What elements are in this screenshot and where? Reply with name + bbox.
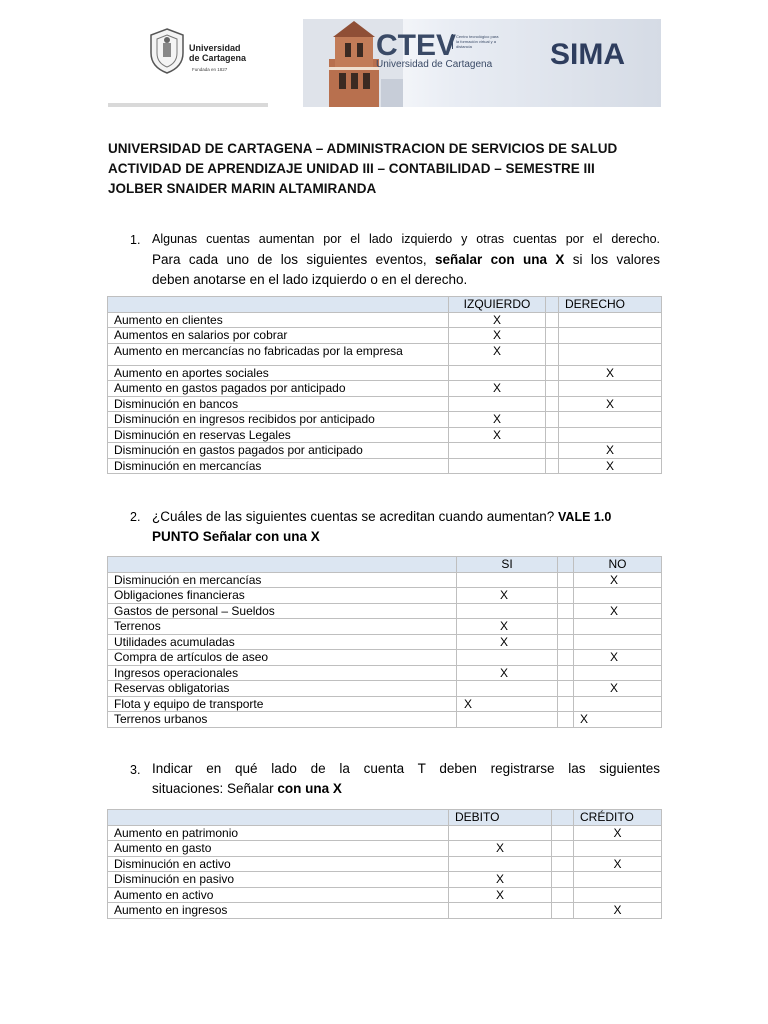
column-header-no: NO — [574, 557, 662, 573]
question-1-line-2-end: si los valores — [564, 252, 660, 267]
left-mark-cell[interactable] — [449, 443, 546, 459]
no-left-mark: X — [580, 712, 589, 726]
table-row — [108, 856, 662, 872]
heading-line-3: JOLBER SNAIDER MARIN ALTAMIRANDA — [108, 181, 377, 196]
debit-mark-cell[interactable] — [449, 903, 552, 919]
table-row — [108, 343, 662, 365]
row-label: Aumento en aportes sociales — [108, 365, 449, 381]
row-label: Disminución en bancos — [108, 396, 449, 412]
spacer-cell — [546, 412, 559, 428]
credit-mark-cell[interactable]: X — [574, 856, 662, 872]
spacer-cell — [558, 681, 574, 697]
table-row — [108, 665, 662, 681]
credit-mark-cell[interactable] — [574, 887, 662, 903]
table-header-empty — [108, 810, 449, 826]
row-label: Gastos de personal – Sueldos — [108, 603, 457, 619]
sima-logo: SIMA — [550, 38, 625, 71]
right-mark-cell[interactable]: X — [559, 458, 662, 474]
no-mark-cell[interactable] — [574, 588, 662, 604]
debit-mark-cell[interactable]: X — [449, 841, 552, 857]
spacer-cell — [552, 856, 574, 872]
row-label: Aumento en clientes — [108, 312, 449, 328]
spacer-cell — [558, 665, 574, 681]
table-row — [108, 381, 662, 397]
debit-mark-cell[interactable] — [449, 825, 552, 841]
table-header-spacer — [558, 557, 574, 573]
university-founded: Fundada en 1827 — [192, 67, 228, 72]
row-label: Disminución en mercancías — [108, 458, 449, 474]
spacer-cell — [558, 696, 574, 712]
spacer-cell — [552, 841, 574, 857]
table-header-row — [108, 810, 662, 826]
no-mark-cell[interactable] — [574, 650, 662, 666]
table-row — [108, 412, 662, 428]
question-3-table — [107, 809, 662, 919]
question-2-text: ¿Cuáles de las siguientes cuentas se acreditan cuando aumentan? — [152, 509, 559, 524]
si-mark: X — [500, 634, 509, 649]
table-row — [108, 825, 662, 841]
column-header-credito: CRÉDITO — [574, 810, 662, 826]
left-mark-cell[interactable] — [449, 458, 546, 474]
row-label: Aumento en gastos pagados por anticipado — [108, 381, 449, 397]
debit-mark-cell[interactable]: X — [449, 872, 552, 888]
question-3-text: situaciones: Señalar — [152, 781, 278, 796]
row-label: Disminución en activo — [108, 856, 449, 872]
right-mark-cell[interactable] — [559, 381, 662, 397]
ctev-subtitle: Universidad de Cartagena — [376, 59, 493, 70]
no-mark: X — [610, 650, 619, 664]
credit-mark-cell[interactable] — [574, 872, 662, 888]
row-label: Utilidades acumuladas — [108, 634, 457, 650]
table-row — [108, 887, 662, 903]
spacer-cell — [546, 328, 559, 344]
right-mark-cell[interactable] — [559, 427, 662, 443]
left-mark-cell[interactable]: X — [449, 312, 546, 328]
table-row — [108, 619, 662, 635]
ctev-logo: CTEV — [376, 29, 457, 62]
si-mark-cell[interactable] — [457, 588, 558, 604]
si-mark-cell[interactable] — [457, 572, 558, 588]
spacer-cell — [558, 603, 574, 619]
row-label: Disminución en reservas Legales — [108, 427, 449, 443]
no-mark-cell[interactable] — [574, 634, 662, 650]
question-1-instruction: señalar con una X — [434, 252, 565, 267]
spacer-cell — [546, 381, 559, 397]
si-mark-cell[interactable] — [457, 634, 558, 650]
right-mark-cell[interactable] — [559, 412, 662, 428]
debit-mark-cell[interactable]: X — [449, 887, 552, 903]
row-label: Compra de artículos de aseo — [108, 650, 457, 666]
left-mark-cell[interactable]: X — [449, 381, 546, 397]
left-mark-cell[interactable]: X — [449, 412, 546, 428]
no-mark: X — [610, 603, 619, 618]
question-3-instruction: con una X — [277, 781, 342, 796]
spacer-cell — [552, 872, 574, 888]
left-mark-cell[interactable] — [449, 365, 546, 381]
si-mark-cell[interactable] — [457, 603, 558, 619]
spacer-cell — [558, 588, 574, 604]
si-mark: X — [500, 619, 509, 633]
table-row — [108, 603, 662, 619]
spacer-cell — [546, 396, 559, 412]
spacer-cell — [558, 650, 574, 666]
table-row — [108, 443, 662, 459]
question-1-table — [107, 296, 662, 474]
right-mark-cell[interactable]: X — [559, 365, 662, 381]
column-header-debito: DEBITO — [449, 810, 552, 826]
spacer-cell — [558, 712, 574, 728]
column-header-si: SI — [457, 557, 558, 573]
spacer-cell — [552, 887, 574, 903]
no-mark-cell[interactable] — [574, 603, 662, 619]
si-mark-cell[interactable] — [457, 712, 558, 728]
debit-mark-cell[interactable] — [449, 856, 552, 872]
row-label: Aumento en patrimonio — [108, 825, 449, 841]
spacer-cell — [552, 903, 574, 919]
right-mark-cell[interactable]: X — [559, 443, 662, 459]
spacer-cell — [546, 365, 559, 381]
header-banner — [108, 19, 661, 107]
spacer-cell — [546, 443, 559, 459]
question-1-line-3: deben anotarse en el lado izquierdo o en el derecho. — [152, 272, 468, 287]
row-label: Aumento en mercancías no fabricadas por la empresa — [108, 343, 449, 365]
banner-divider — [108, 103, 268, 107]
credit-mark-cell[interactable]: X — [574, 903, 662, 919]
row-label: Aumento en gasto — [108, 841, 449, 857]
table-header-empty — [108, 557, 457, 573]
row-label: Ingresos operacionales — [108, 665, 457, 681]
question-3-number: 3. — [130, 763, 141, 777]
row-label: Aumento en ingresos — [108, 903, 449, 919]
si-mark-cell[interactable] — [457, 681, 558, 697]
spacer-cell — [546, 343, 559, 365]
table-header-row — [108, 297, 662, 313]
no-mark-cell[interactable] — [574, 681, 662, 697]
row-label: Disminución en ingresos recibidos por anticipado — [108, 412, 449, 428]
table-row — [108, 365, 662, 381]
question-1-line-1: Algunas cuentas aumentan por el lado izquierdo y otras cuentas por el derecho. — [152, 232, 660, 246]
table-row — [108, 328, 662, 344]
column-header-derecho: DERECHO — [559, 297, 662, 313]
table-row — [108, 396, 662, 412]
no-mark-cell[interactable] — [574, 696, 662, 712]
table-row — [108, 427, 662, 443]
heading-line-2: ACTIVIDAD DE APRENDIZAJE UNIDAD III – CONTABILIDAD – SEMESTRE III — [108, 161, 595, 176]
table-row — [108, 588, 662, 604]
row-label: Obligaciones financieras — [108, 588, 457, 604]
table-row — [108, 903, 662, 919]
question-2-line-2: PUNTO Señalar con una X — [152, 529, 320, 544]
university-name: Universidad de Cartagena — [189, 43, 247, 63]
right-mark-cell[interactable] — [559, 343, 662, 365]
right-mark-cell[interactable] — [559, 328, 662, 344]
row-label: Flota y equipo de transporte — [108, 696, 457, 712]
spacer-cell — [558, 634, 574, 650]
question-3-line-2 — [152, 780, 660, 797]
right-mark-cell[interactable]: X — [559, 396, 662, 412]
question-2-number: 2. — [130, 510, 141, 524]
table-row — [108, 841, 662, 857]
table-row — [108, 696, 662, 712]
spacer-cell — [546, 427, 559, 443]
table-row — [108, 681, 662, 697]
question-1-line-2 — [152, 251, 660, 268]
table-row — [108, 872, 662, 888]
ctev-tagline: Centro tecnológico para la formación virtual y a distancia — [452, 34, 500, 49]
question-1-number: 1. — [130, 233, 141, 247]
no-mark-cell[interactable] — [574, 665, 662, 681]
si-mark-cell[interactable] — [457, 696, 558, 712]
si-mark: X — [500, 665, 509, 680]
left-mark-cell[interactable] — [449, 396, 546, 412]
spacer-cell — [546, 458, 559, 474]
left-mark-cell[interactable]: X — [449, 427, 546, 443]
column-header-izquierdo: IZQUIERDO — [449, 297, 546, 313]
table-row — [108, 650, 662, 666]
table-row — [108, 634, 662, 650]
credit-mark-cell[interactable]: X — [574, 825, 662, 841]
row-label: Aumento en activo — [108, 887, 449, 903]
spacer-cell — [546, 312, 559, 328]
spacer-cell — [558, 619, 574, 635]
si-mark: X — [500, 588, 509, 602]
si-left-mark: X — [464, 696, 473, 711]
table-row — [108, 572, 662, 588]
spacer-cell — [552, 825, 574, 841]
credit-mark-cell[interactable] — [574, 841, 662, 857]
no-mark: X — [610, 572, 619, 587]
table-header-empty — [108, 297, 449, 313]
question-3-line-1: Indicar en qué lado de la cuenta T deben registrarse las siguientes — [152, 761, 660, 776]
right-mark-cell[interactable] — [559, 312, 662, 328]
university-seal-icon — [148, 27, 186, 75]
row-label: Terrenos — [108, 619, 457, 635]
row-label: Terrenos urbanos — [108, 712, 457, 728]
question-2-line-1 — [152, 508, 660, 526]
heading-line-1: UNIVERSIDAD DE CARTAGENA – ADMINISTRACION DE SERVICIOS DE SALUD — [108, 141, 618, 156]
table-row — [108, 712, 662, 728]
no-mark-cell[interactable] — [574, 712, 662, 728]
question-1-line-2-text: Para cada uno de los siguientes eventos, — [152, 252, 435, 267]
si-mark-cell[interactable] — [457, 650, 558, 666]
left-mark-cell[interactable]: X — [449, 343, 546, 365]
table-row — [108, 312, 662, 328]
question-2-table — [107, 556, 662, 728]
table-header-spacer — [546, 297, 559, 313]
no-mark-cell[interactable] — [574, 619, 662, 635]
si-mark-cell[interactable] — [457, 619, 558, 635]
table-header-row — [108, 557, 662, 573]
spacer-cell — [558, 572, 574, 588]
row-label: Aumentos en salarios por cobrar — [108, 328, 449, 344]
no-mark-cell[interactable] — [574, 572, 662, 588]
row-label: Disminución en mercancías — [108, 572, 457, 588]
row-label: Disminución en pasivo — [108, 872, 449, 888]
row-label: Disminución en gastos pagados por anticipado — [108, 443, 449, 459]
table-header-spacer — [552, 810, 574, 826]
row-label: Reservas obligatorias — [108, 681, 457, 697]
table-row — [108, 458, 662, 474]
no-mark: X — [610, 681, 619, 695]
question-2-points: VALE 1.0 — [558, 510, 612, 524]
si-mark-cell[interactable] — [457, 665, 558, 681]
left-mark-cell[interactable]: X — [449, 328, 546, 344]
